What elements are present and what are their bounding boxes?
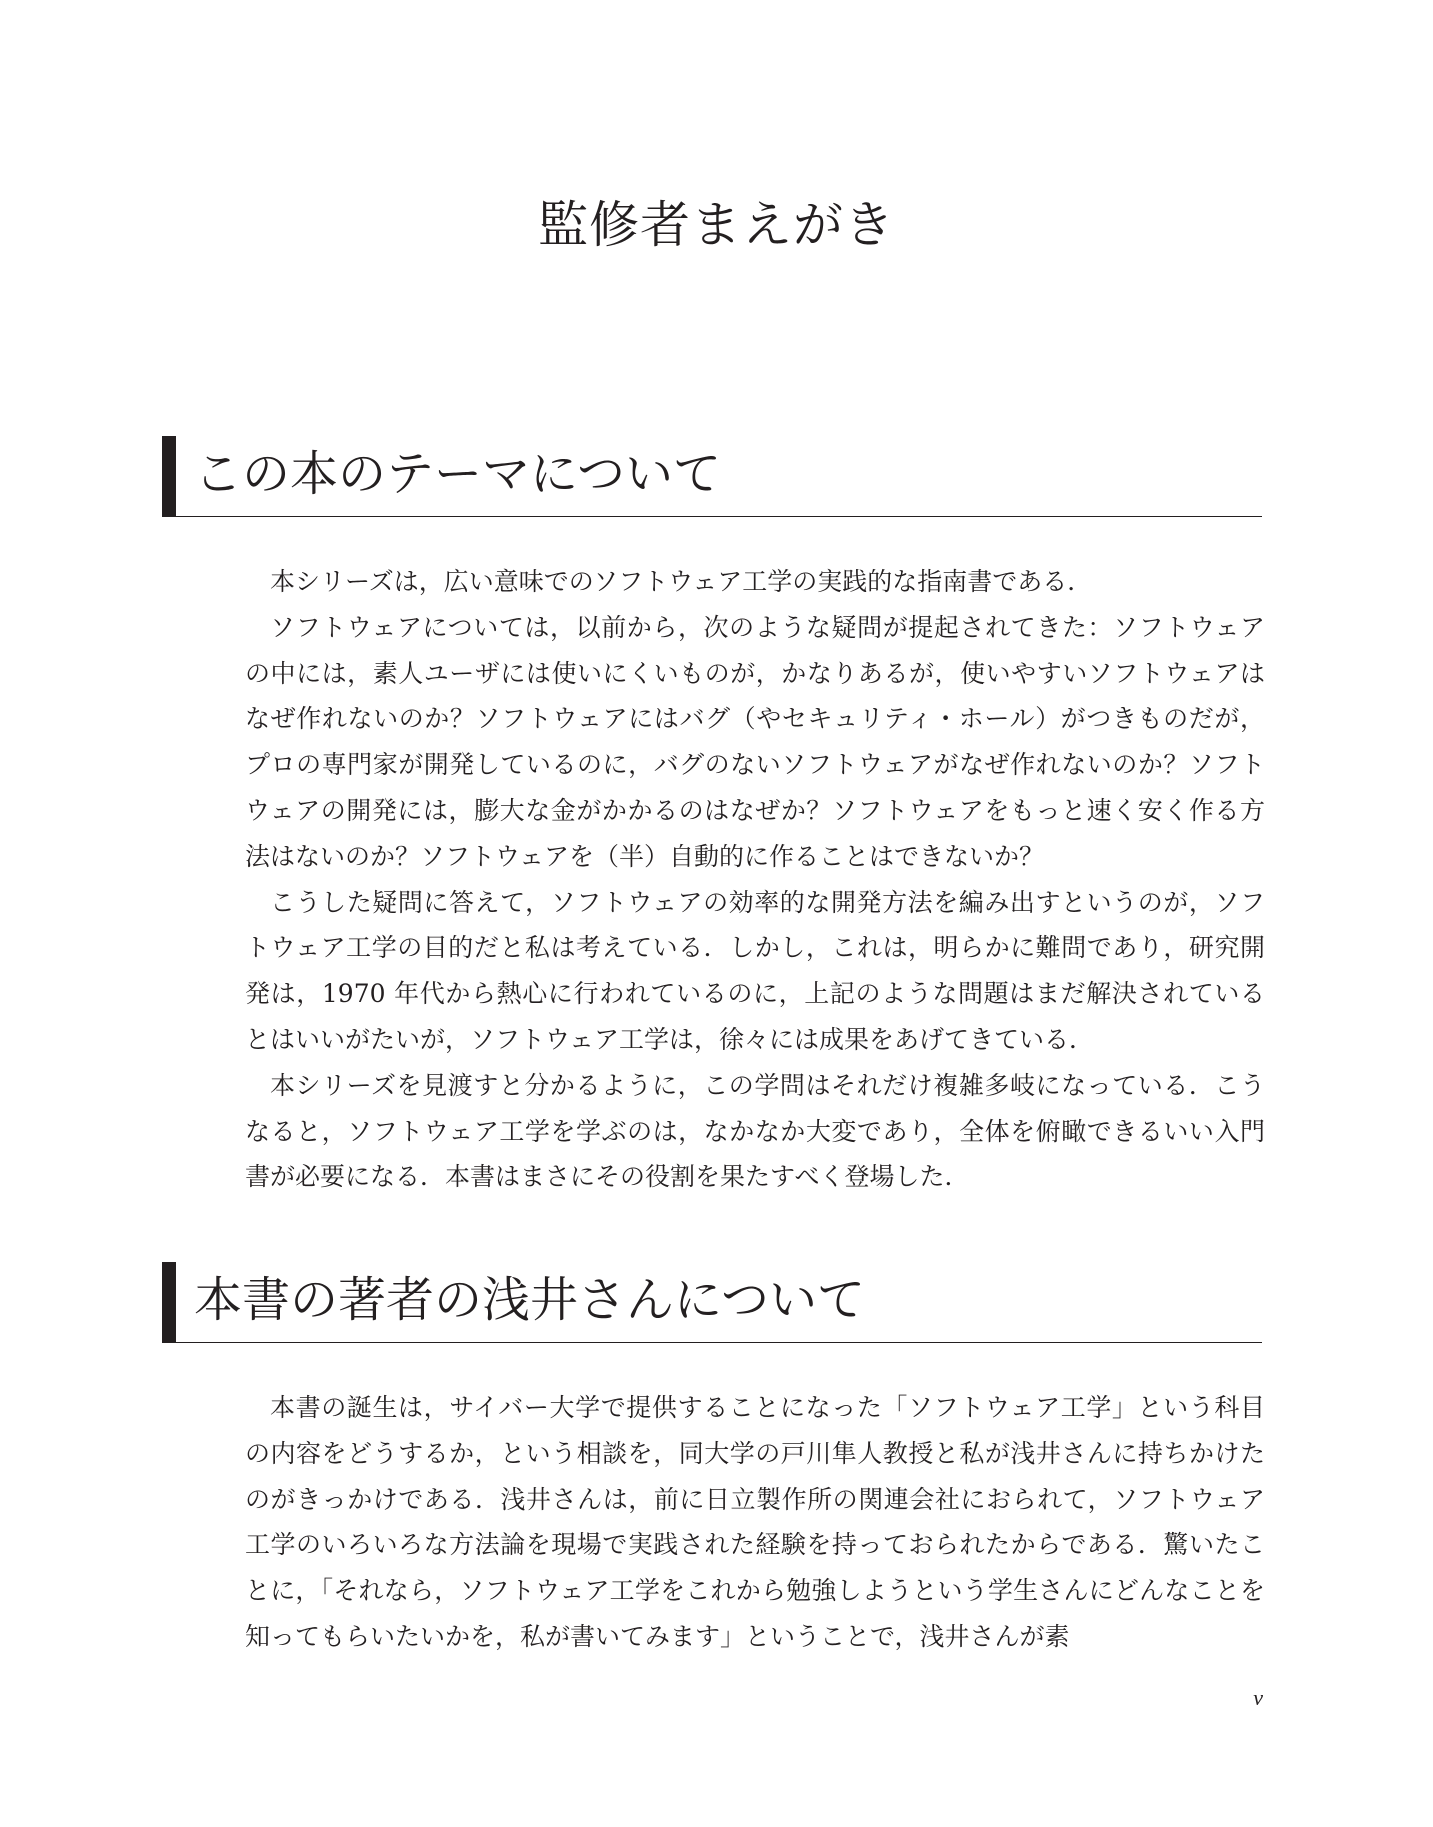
page-title: 監修者まえがき [538, 196, 895, 254]
section-body-author [245, 1385, 1265, 1660]
paragraph: ソフトウェアについては，以前から，次のような疑問が提起されてきた：ソフトウェアの中には，素人ユーザには使いにくいものが，かなりあるが，使いやすいソフトウェアはなぜ作れないのか？ソフトウェアにはバグ（やセキュリティ・ホール）がつきものだが，プロの専門家が開発しているのに，バグのないソフトウェアがなぜ作れないのか？ソフトウェアの開発には，膨大な金がかかるのはなぜか？ソフトウェアをもっと速く安く作る方法はないのか？ソフトウェアを（半）自動的に作ることはできないか？ [245, 612, 1265, 871]
paragraph: 本シリーズは，広い意味でのソフトウェア工学の実践的な指南書である． [270, 567, 1093, 596]
section-heading-text: 本書の著者の浅井さんについて [194, 1272, 866, 1328]
page-number: v [1253, 1685, 1263, 1710]
section-heading-author [162, 1262, 1262, 1343]
section-body-theme [245, 559, 1265, 1200]
paragraph: 本書の誕生は，サイバー大学で提供することになった「ソフトウェア工学」という科目の内容をどうするか，という相談を，同大学の戸川隼人教授と私が浅井さんに持ちかけたのがきっかけである．浅井さんは，前に日立製作所の関連会社におられて，ソフトウェア工学のいろいろな方法論を現場で実践された経験を持っておられたからである．驚いたことに，「それなら，ソフトウェア工学をこれから勉強しようという学生さんにどんなことを知ってもらいたいかを，私が書いてみます」ということで，浅井さんが素 [245, 1393, 1265, 1651]
paragraph: こうした疑問に答えて，ソフトウェアの効率的な開発方法を編み出すというのが，ソフトウェア工学の目的だと私は考えている．しかし，これは，明らかに難問であり，研究開発は，1970 年代から熱心に行われているのに，上記のような問題はまだ解決されているとはいいがたいが，ソフトウェア工学は，徐々には成果をあげてきている． [245, 887, 1265, 1054]
paragraph: 本シリーズを見渡すと分かるように，この学問はそれだけ複雑多岐になっている．こうなると，ソフトウェア工学を学ぶのは，なかなか大変であり，全体を俯瞰できるいい入門書が必要になる．本書はまさにその役割を果たすべく登場した． [245, 1070, 1265, 1192]
section-heading-theme [162, 436, 1262, 517]
heading-bar [162, 1262, 176, 1342]
section-heading-text: この本のテーマについて [194, 446, 722, 502]
heading-bar [162, 436, 176, 516]
